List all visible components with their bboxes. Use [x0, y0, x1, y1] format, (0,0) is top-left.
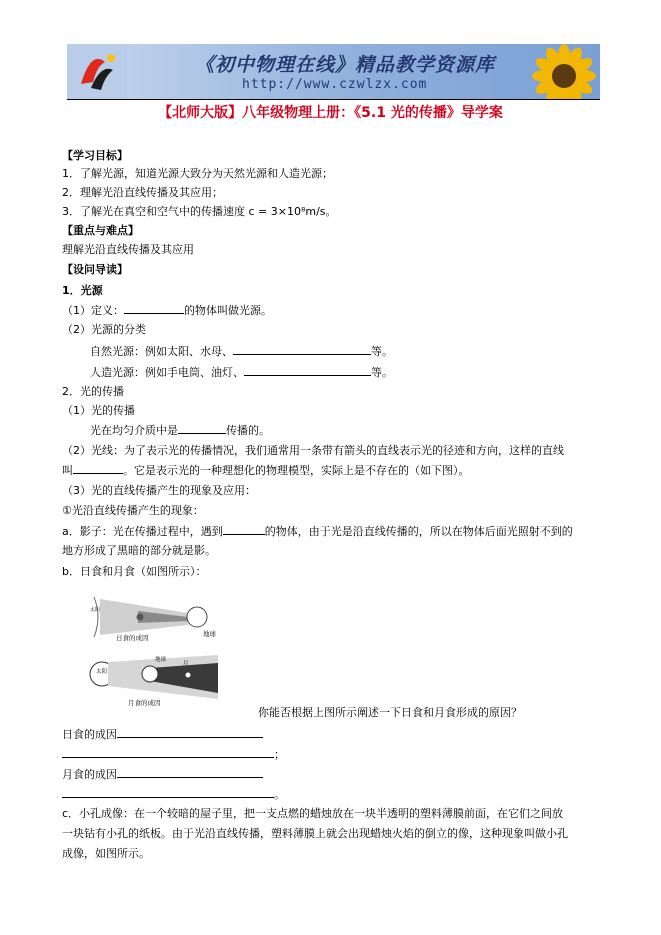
- lunar-eclipse-figure: [90, 655, 218, 707]
- pinhole-line-3: 成像，如图所示。: [62, 847, 150, 860]
- pinhole-line-1: c．小孔成像：在一个较暗的屋子里，把一支点燃的蜡烛放在一块半透明的塑料薄膜前面，在它们之间放: [62, 807, 564, 820]
- earth-label: 地球: [203, 630, 216, 638]
- solar-fig-label: 日食的成因: [116, 634, 149, 642]
- solar-reason-blank-1[interactable]: [117, 727, 263, 738]
- natural-light-sources: 自然光源：例如太阳、水母、 等。: [90, 345, 393, 358]
- document-title: 【北师大版】八年级物理上册：《5.1 光的传播》导学案: [158, 105, 503, 121]
- sunflower-icon: [522, 44, 600, 99]
- goal-item-3: 3．了解光在真空和空气中的传播速度 c = 3×10⁸m/s。: [62, 205, 337, 218]
- propagation-blank[interactable]: [178, 423, 226, 434]
- light-source-classification: （2）光源的分类: [62, 323, 146, 336]
- shadow-line-1: a．影子：光在传播过程中，遇到 的物体，由于光是沿直线传播的，所以在物体后面光照射不到的: [62, 525, 573, 538]
- header-rule: [67, 99, 600, 100]
- eclipse-heading: b．日食和月食（如图所示）：: [62, 565, 207, 578]
- light-ray-line-1: （2）光线：为了表示光的传播情况，我们通常用一条带有箭头的直线表示光的径迹和方向，这样的直线: [62, 444, 564, 457]
- pinhole-line-2: 一块钻有小孔的纸板。由于光沿直线传播，塑料薄膜上就会出现蜡烛火焰的倒立的像，这种现象叫做小孔: [62, 827, 568, 840]
- eclipse-question: 你能否根据上图所示阐述一下日食和月食形成的原因？: [258, 706, 522, 719]
- eclipse-diagram: [88, 595, 238, 707]
- moon-label: 月: [183, 661, 189, 667]
- light-source-definition: （1）定义： 的物体叫做光源。: [62, 304, 272, 317]
- goal-item-2: 2．理解光沿直线传播及其应用；: [62, 186, 223, 199]
- lunar-fig-label: 月食的成因: [128, 699, 161, 707]
- solar-eclipse-figure: [94, 597, 217, 642]
- solar-eclipse-reason-cont: ；: [62, 747, 285, 761]
- solar-reason-blank-2[interactable]: [62, 747, 274, 758]
- goal-item-1: 1．了解光源，知道光源大致分为天然光源和人造光源；: [62, 167, 333, 180]
- section-1-title: 1．光源: [62, 284, 103, 297]
- section-2-title: 2．光的传播: [62, 385, 124, 398]
- logo-icon: [67, 44, 127, 99]
- key-text: 理解光沿直线传播及其应用: [62, 243, 194, 256]
- goals-heading: 【学习目标】: [62, 149, 128, 162]
- earth-label-2: 地球: [155, 657, 167, 663]
- banner-title: 《初中物理在线》精品教学资源库: [195, 54, 496, 76]
- sun-label-2: 太阳: [96, 669, 108, 675]
- lunar-eclipse-reason-cont: 。: [62, 787, 285, 801]
- light-ray-line-2: 叫 。它是表示光的一种理想化的物理模型，实际上是不存在的（如下图）。: [62, 464, 470, 477]
- lunar-reason-blank-1[interactable]: [117, 767, 263, 778]
- solar-eclipse-reason: 日食的成因: [62, 727, 263, 741]
- definition-blank[interactable]: [124, 303, 184, 314]
- lunar-eclipse-reason: 月食的成因: [62, 767, 263, 781]
- header-banner: [67, 44, 600, 99]
- guide-heading: 【设问导读】: [62, 263, 128, 276]
- banner-url: http://www.czwlzx.com: [242, 77, 428, 92]
- propagation-statement: 光在均匀介质中是 传播的。: [90, 424, 270, 437]
- shadow-line-2: 地方形成了黑暗的部分就是影。: [62, 544, 216, 557]
- shadow-blank[interactable]: [223, 524, 265, 535]
- key-heading: 【重点与难点】: [62, 224, 139, 237]
- light-propagation-heading: （1）光的传播: [62, 404, 135, 417]
- phenomena-sub-heading: ①光沿直线传播产生的现象：: [62, 504, 204, 517]
- sun-label: 太阳: [90, 607, 101, 613]
- light-ray-blank[interactable]: [73, 463, 123, 474]
- artificial-source-blank[interactable]: [244, 365, 371, 376]
- phenomena-heading: （3）光的直线传播产生的现象及应用：: [62, 484, 256, 497]
- artificial-light-sources: 人造光源：例如手电筒、油灯、 等。: [90, 366, 393, 379]
- lunar-reason-blank-2[interactable]: [62, 787, 274, 798]
- natural-source-blank[interactable]: [233, 344, 371, 355]
